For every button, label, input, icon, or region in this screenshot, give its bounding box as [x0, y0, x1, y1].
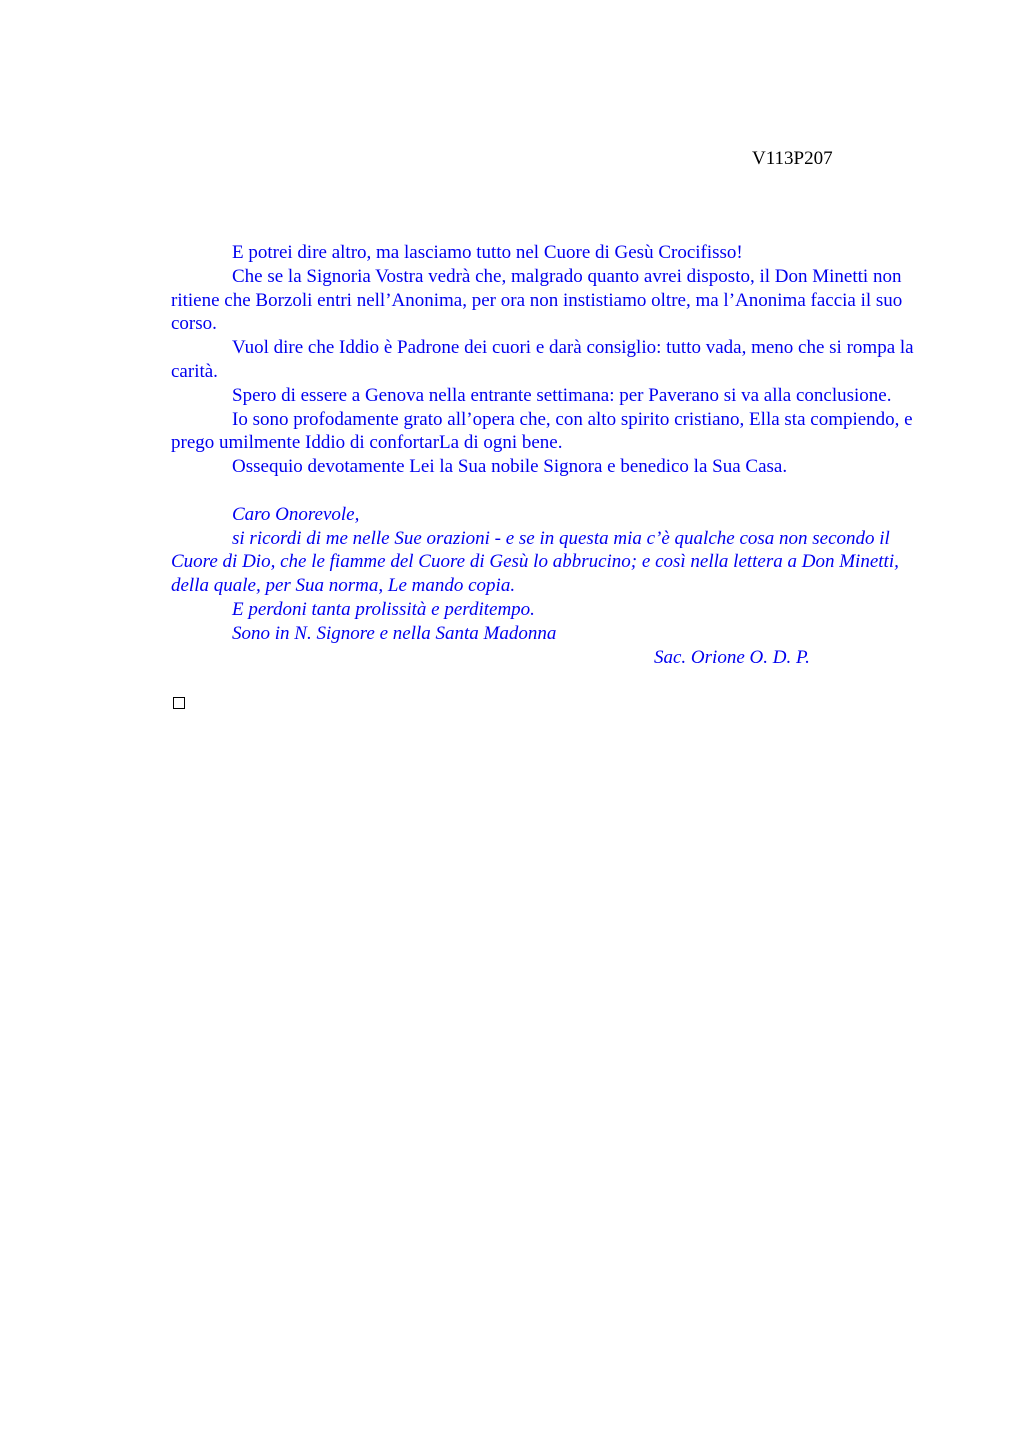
postscript-closing: Sono in N. Signore e nella Santa Madonna: [232, 622, 557, 644]
body-paragraph: Ossequio devotamente Lei la Sua nobile Signora e benedico la Sua Casa.: [232, 456, 788, 478]
body-paragraph: Che se la Signoria Vostra vedrà che, malgrado quanto avrei disposto, il Don Minetti non ritiene che Borzoli entri nell’Anonima, per ora non instistiamo oltre, ma l’Anonima faccia il suo corso.: [171, 265, 903, 335]
body-paragraph: Io sono profodamente grato all’opera che, con alto spirito cristiano, Ella sta compiendo, e prego umilmente Iddio di confortarLa di ogni bene.: [171, 408, 913, 454]
body-paragraph: Spero di essere a Genova nella entrante settimana: per Paverano si va alla conclusione.: [232, 384, 892, 406]
postscript-salutation: Caro Onorevole,: [232, 503, 360, 525]
postscript-paragraph: si ricordi di me nelle Sue orazioni - e se in questa mia c’è qualche cosa non secondo il Cuore di Dio, che le fiamme del Cuore di Gesù lo abbrucino; e così nella lettera a Don Minetti, della quale, per Sua norma, Le mando copia.: [171, 527, 899, 597]
postscript-paragraph: E perdoni tanta prolissità e perditempo.: [232, 598, 535, 620]
body-paragraph: E potrei dire altro, ma lasciamo tutto nel Cuore di Gesù Crocifisso!: [232, 242, 743, 263]
paragraph-gap: [171, 479, 936, 503]
letter-body: [171, 241, 936, 669]
end-marker-box-icon: [173, 697, 185, 709]
page-reference: V113P207: [752, 148, 833, 169]
signature: Sac. Orione O. D. P.: [654, 646, 810, 668]
body-paragraph: Vuol dire che Iddio è Padrone dei cuori e darà consiglio: tutto vada, meno che si rompa la carità.: [171, 337, 914, 382]
